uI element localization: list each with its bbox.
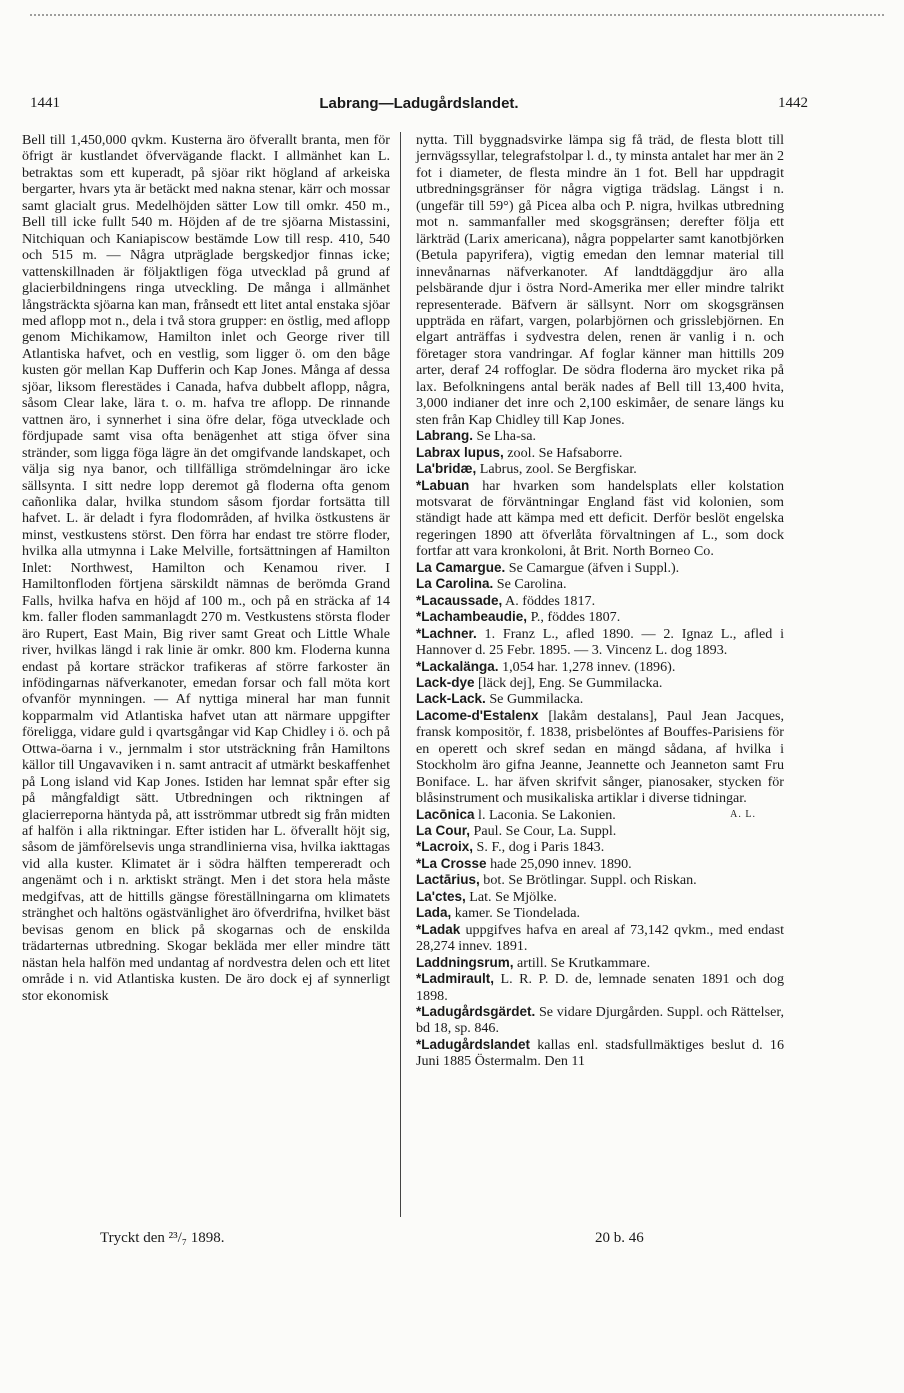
entry-headword: *Lachner.	[416, 625, 477, 641]
entry-text: Se Gummilacka.	[485, 691, 584, 708]
left-column	[22, 132, 390, 1004]
dictionary-entry	[416, 609, 784, 625]
page-footer	[30, 1230, 808, 1254]
entry-headword: Labrang.	[416, 428, 474, 444]
entry-headword: La'ctes,	[416, 888, 466, 904]
dictionary-entry	[416, 856, 784, 872]
dictionary-entry	[416, 659, 784, 675]
dictionary-entry	[416, 1037, 784, 1070]
right-column	[416, 132, 784, 1070]
dictionary-entry	[416, 428, 784, 444]
page-number-left: 1441	[30, 95, 60, 111]
dictionary-entry	[416, 839, 784, 855]
entry-text: kallas enl. stadsfullmäktiges beslut d. 16 Juni 1885 Östermalm. Den 11	[416, 1036, 784, 1070]
entry-text: 1. Franz L., afled 1890. — 2. Ignaz L., afled i Hannover d. 25 Febr. 1895. — 3. Vincenz L. dog 1893.	[416, 625, 784, 659]
dictionary-entry	[416, 1004, 784, 1037]
entry-headword: Lactārius,	[416, 872, 480, 888]
dictionary-entry	[416, 922, 784, 955]
dictionary-entry	[416, 691, 784, 707]
dictionary-entry	[416, 626, 784, 659]
entry-text: l. Laconia. Se Lakonien.	[474, 806, 616, 823]
entry-text: L. R. P. D. de, lemnade senaten 1891 och dog 1898.	[416, 971, 784, 1004]
dictionary-entry	[416, 823, 784, 839]
entry-headword: La Carolina.	[416, 576, 494, 592]
entry-headword: *Ladak	[416, 921, 461, 937]
entry-headword: Lack-dye	[416, 674, 475, 690]
dictionary-entry	[416, 807, 784, 823]
dictionary-entry	[416, 889, 784, 905]
entry-text: Lat. Se Mjölke.	[465, 888, 557, 905]
entry-text: Se Camargue (äfven i Suppl.).	[505, 559, 680, 576]
entry-text: Paul. Se Cour, La. Suppl.	[470, 823, 617, 840]
entry-text: [läck dej], Eng. Se Gummilacka.	[474, 674, 663, 691]
entry-headword: Lack-Lack.	[416, 691, 486, 707]
left-column-text: Bell till 1,450,000 qvkm. Kusterna äro öfverallt branta, men för öfrigt är kustlandet öfvervägande flackt. I allmänhet kan L. betraktas som ett kuperadt, på sjöar rikt högland af arkeiska bergarter, hvars yta är betäckt med nakna stenar, kärr och mossar samt glacialt grus. Medelhöjden sätter Low till omkr. 450 m., Bell till icke fullt 540 m. Höjden af de tre sjöarna Mistassini, Nitchiquan och Kaniapiscow bestämde Low till resp. 410, 540 och 515 m. — Några utpräglade bergskedjor finnas icke; vattenskillnaden är följaktligen föga utvecklad på grund af glacierbildningens ringa utveckling. De många i allmänhet långsträckta sjöarna kan man, frånsedt ett litet antal enstaka sjöar med aflopp mot n., dela i två stora grupper: en östlig, med aflopp genom Michikamow, Hamilton inlet och George river till Atlantiska hafvet, och en vestlig, som ligger ö. om den båge kusten gör mellan Kap Dufferin och Kap Jones. Många af dessa sjöar, liksom flerestädes i Canada, hafva dubbelt aflopp, några, såsom Clear lake, lära t. o. m. hafva tre aflopp. De rinnande vattnen äro, i synnerhet i sina öfre delar, föga utvecklade och fördjupade samt visa ofta benägenhet att stiga öfver sina stränder, som ligga föga lägre än det omgifvande landskapet, och välja sig nya banor, och tillfälliga strömdelningar äro icke sällsynta. I sitt nedre lopp deremot gå floderna ofta genom cañonlika dalar, hvilka stundom såsom fjordar fortsätta till hafvet. L. är deladt i fyra flodområden, af hvilka östkustens är minst, vestkustens störst. Den förra har endast tre större floder, hvilka alla utmynna i Lake Melville, fortsättningen af Hamilton Inlet: Northwest, Hamilton och Kenamou river. I Hamiltonfloden förtjena särskildt nämnas de berömda Grand Falls, hvilka hafva en höjd af 100 m., och på en sträcka af 14 km. faller floden sammanlagdt 270 m. Vestkustens största floder äro Rupert, East Main, Big river samt Great och Little Whale river, hvilkas längd i rak linie är omkr. 800 km. Floderna kunna endast på kortare sträckor trafikeras af större farkoster än infödingarnas näfverkanoter, emedan forsar och fall möta kort ofvanför mynningen. — Af nyttiga mineral har man funnit kopparmalm vid Atlantiska hafvet utan att närmare uppgifter föreligga, vidare guld i qvartsgångar vid Kap Chidley i ö. och på Ottwa-öarna i v., jernmalm i stor utsträckning från Hamiltons källor till Ungavaviken i n. samt antracit af utmärkt beskaffenhet på Long island vid Kap Jones. Istiden har lemnat spår efter sig på mångfaldigt sätt. Utbredningen och riktningen af glacierreporna häntyda på, att isströmmar utbredt sig från midten af halfön i alla riktningar. Efter istiden har L. öfverallt höjt sig, såsom de jämförelsevis unga strandlinierna visa, hvilka iakttagas vid alla kuster. Klimatet är i södra hälften tempereradt och angenämt och i n. arktiskt strängt. Men i det stora hela måste medgifvas, att de hittills gängse föreställningarna om klimatets stränghet och haltöns ogästvänlighet äro öfverdrifna, hvilket bäst bevisas genom en blick på skogarnas och de enskilda trädarternas utbredning. Skogar bekläda mer eller mindre tätt nästan hela halfön med undantag af nordvestra delen och ett litet område i n. vid Atlantiska kusten. De äro dock ej af synnerligt stor ekonomisk	[22, 132, 390, 1004]
entry-text: Se Carolina.	[493, 576, 567, 593]
entry-headword: *Lacaussade,	[416, 592, 503, 608]
author-signature: A. L.	[730, 808, 756, 820]
entry-text: har hvarken som handelsplats eller kolstation motsvarat de förväntningar England fäst vid kolonien, som ständigt hade att kämpa med ett deficit. Derför beslöt engelska regeringen 1890 att öfverlåta förvaltningen af L., som dock fortfar att vara kronkoloni, åt Brit. North Borneo Co.	[416, 477, 784, 560]
entry-text: Se vidare Djurgården. Suppl. och Rättelser, bd 18, sp. 846.	[416, 1004, 784, 1037]
entry-text: hade 25,090 innev. 1890.	[486, 855, 632, 872]
dictionary-entry	[416, 905, 784, 921]
entry-text: 1,054 har. 1,278 innev. (1896).	[498, 658, 676, 675]
entry-text: [lakåm destalans], Paul Jean Jacques, fransk kompositör, f. 1838, prisbelöntes af Bouffes-Parisiens för en operett och skref sedan en mängd sådana, af hvilka i Stockholm äro gifna Jeanne, Jeannette och Jeanneton samt Fru Boniface. L. har äfven skrifvit sånger, pianosaker, stycken för blåsinstrument och musikaliska artiklar i diverse tidningar.	[416, 707, 784, 807]
entry-text: Se Lha-sa.	[473, 428, 537, 445]
top-border	[30, 14, 884, 16]
entry-headword: *Ladugårdslandet	[416, 1036, 531, 1052]
sheet-signature: 20 b. 46	[595, 1230, 644, 1246]
entry-text: artill. Se Krutkammare.	[513, 954, 651, 971]
entry-text: P., föddes 1807.	[527, 609, 621, 626]
dictionary-entry	[416, 675, 784, 691]
entry-headword: Labrax lupus,	[416, 444, 504, 460]
dictionary-entry	[416, 478, 784, 560]
entry-headword: La Camargue.	[416, 559, 506, 575]
entry-list	[416, 428, 784, 1070]
entry-headword: *Lackalänga.	[416, 658, 499, 674]
right-column-intro: nytta. Till byggnadsvirke lämpa sig få träd, de flesta blott till jernvägssyllar, telegrafstolpar l. d., ty minsta antalet har mer än 2 fot i diameter, de flesta mindre än 1 fot. Bell har uppdragit utbredningsgränser för några vigtiga trädslag. Längst i n. (ungefär till 59°) gå Picea alba och P. nigra, hvilkas utbredning mot n. sammanfaller med skogsgränsen; derefter följa ett lärkträd (Larix americana), några poppelarter samt kanotbjörken (Betula papyrifera), vigtig emedan den lemnar material till innevånarnas näfverkanoter. Af landtdäggdjur äro alla pelsbärande djur i östra Nord-Amerika mer eller mindre talrikt representerade. Bäfvern är sällsynt. Norr om skogsgränsen uppträda en räfart, vargen, polarbjörnen och grisslebjörnen. En elgart anträffas i sydvestra delen, renen är vanlig i n. och företager stora vandringar. Af foglar känner man hittills 209 arter, deraf 24 roffoglar. De södra floderna äro mycket rika på lax. Befolkningens antal beräk nades af Bell till 13,400 hvita, 3,000 indianer det inre och 2,100 eskimåer, de senare längs ku sten från Kap Chidley till Kap Jones.	[416, 132, 784, 428]
entry-text: A. föddes 1817.	[502, 592, 596, 609]
entry-headword: Laddningsrum,	[416, 954, 514, 970]
entry-headword: *Lacroix,	[416, 839, 474, 855]
entry-headword: *Ladmirault,	[416, 971, 495, 987]
entry-headword: *Labuan	[416, 477, 470, 493]
entry-headword: La Cour,	[416, 823, 471, 839]
entry-headword: La'bridæ,	[416, 461, 477, 477]
dictionary-entry	[416, 971, 784, 1004]
entry-text: bot. Se Brötlingar. Suppl. och Riskan.	[479, 872, 697, 889]
print-date: Tryckt den ²³/₇ 1898.	[100, 1230, 225, 1246]
dictionary-entry	[416, 560, 784, 576]
dictionary-entry	[416, 872, 784, 888]
entry-text: kamer. Se Tiondelada.	[451, 905, 581, 922]
entry-text: Labrus, zool. Se Bergfiskar.	[476, 461, 637, 478]
dictionary-entry	[416, 461, 784, 477]
entry-headword: *La Crosse	[416, 855, 487, 871]
entry-headword: Lada,	[416, 905, 452, 921]
entry-text: uppgifves hafva en areal af 73,142 qvkm., med endast 28,274 innev. 1891.	[416, 921, 784, 955]
entry-headword: Lacōnica	[416, 806, 475, 822]
dictionary-entry	[416, 576, 784, 592]
page-number-right: 1442	[778, 95, 808, 111]
dictionary-entry	[416, 593, 784, 609]
entry-text: zool. Se Hafsaborre.	[503, 444, 623, 461]
entry-text: S. F., dog i Paris 1843.	[473, 839, 605, 856]
entry-headword: Lacome-d'Estalenx	[416, 707, 539, 723]
page-header	[30, 95, 808, 119]
column-divider	[400, 132, 401, 1217]
dictionary-entry	[416, 955, 784, 971]
entry-headword: *Ladugårdsgärdet.	[416, 1004, 536, 1020]
entry-headword: *Lachambeaudie,	[416, 609, 528, 625]
dictionary-entry	[416, 445, 784, 461]
running-title: Labrang—Ladugårdslandet.	[319, 95, 519, 112]
